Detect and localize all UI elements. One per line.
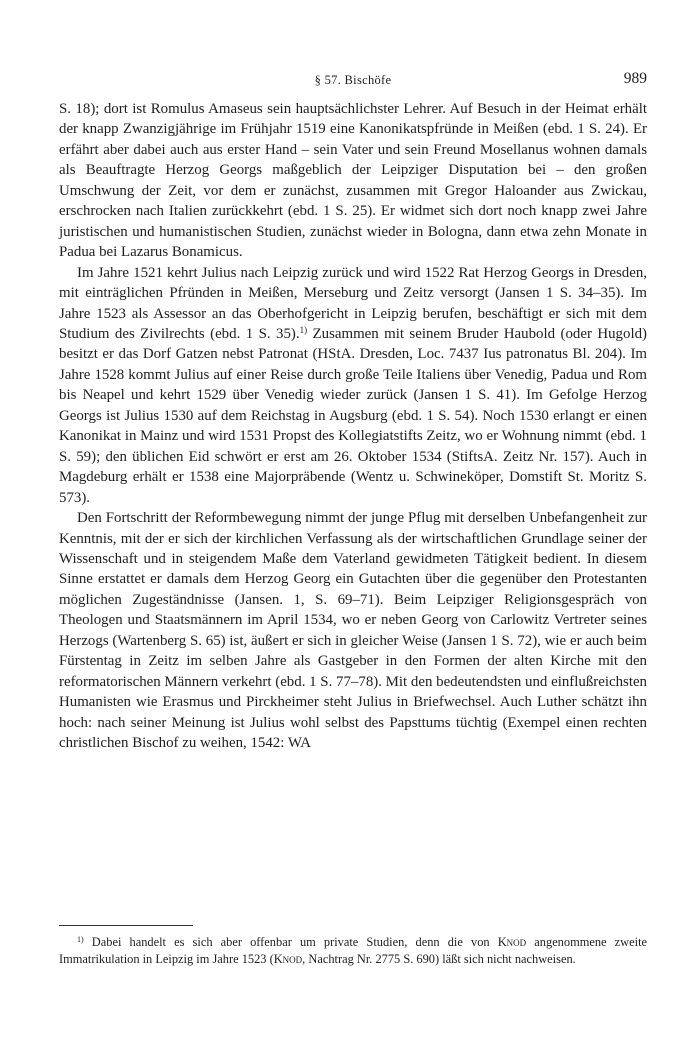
paragraph-2 — [59, 263, 647, 508]
footnote-mark: 1) — [77, 935, 84, 944]
paragraph-2-part-2: Zusammen mit seinem Bruder Haubold (oder Hugold) besitzt er das Dorf Gatzen nebst Patronat (HStA. Dresden, Loc. 7437 Ius patronatus Bl. 204). Im Jahre 1528 kommt Julius auf einer Reise durch große Teile Italiens über Venedig, Padua und Rom bis Neapel und kehrt 1529 über Venedig wieder zurück (Jansen 1 S. 41). Im Gefolge Herzog Georgs ist Julius 1530 auf dem Reichstag in Augsburg (ebd. 1 S. 54). Noch 1530 erlangt er einen Kanonikat in Mainz und wird 1531 Propst des Kollegiatstifts Zeitz, wo er Wohnung nimmt (ebd. 1 S. 59); den üblichen Eid schwört er erst am 26. Oktober 1534 (StiftsA. Zeitz Nr. 157). Auch in Magdeburg erhält er 1538 eine Majorpräbende (Wentz u. Schwineköper, Domstift St. Moritz S. 573). — [59, 325, 647, 506]
footnote-text-a: Dabei handelt es sich aber offenbar um private Studien, denn die von — [83, 935, 498, 949]
paragraph-1: S. 18); dort ist Romulus Amaseus sein hauptsächlichster Lehrer. Auf Besuch in der Heimat erhält der knapp Zwanzigjährige im Frühjahr 1519 eine Kanonikatspfründe in Meißen (ebd. 1 S. 24). Er erfährt aber dabei auch aus erster Hand – sein Vater und sein Freund Mosellanus wohnen damals als Beauftragte Herzog Georgs maßgeblich der Leipziger Disputation bei – den großen Umschwung der Zeit, vor dem er zunächst, zusammen mit Gregor Haloander aus Zwickau, erschrocken nach Italien zurückkehrt (ebd. 1 S. 25). Er widmet sich dort noch knapp zwei Jahre juristischen und humanistischen Studien, zunächst wieder in Bologna, dann etwa zehn Monate in Padua bei Lazarus Bonamicus. — [59, 101, 647, 261]
footnote-text-c: , Nachtrag Nr. 2775 S. 690) läßt sich nicht nachweisen. — [302, 951, 576, 966]
footnote-author-knod: Knod — [497, 935, 527, 949]
footnote-author-knod-2: Knod — [273, 951, 303, 966]
body-text — [59, 99, 647, 754]
footnote — [59, 934, 647, 968]
running-head — [59, 70, 647, 92]
running-title: § 57. Bischöfe — [314, 73, 392, 87]
paragraph-2-part-1: Im Jahre 1521 kehrt Julius nach Leipzig zurück und wird 1522 Rat Herzog Georgs in Dresden, mit einträglichen Pfründen in Meißen, Merseburg und Zeitz versorgt (Jansen 1 S. 34–35). Im Jahre 1523 als Assessor an das Oberhofgericht in Leipzig berufen, beschäftigt er sich mit dem Studium des Zivilrechts (ebd. 1 S. 35). — [59, 264, 647, 342]
paragraph-3: Den Fortschritt der Reformbewegung nimmt der junge Pflug mit derselben Unbefangenheit zur Kenntnis, mit der er sich der kirchlichen Verfassung als der wirtschaftlichen Grundlage seiner der Wissenschaft und in steigendem Maße dem Vaterland gewidmeten Tätigkeit bedient. In diesem Sinne erstattet er damals dem Herzog Georg ein Gutachten über die gegenüber den Protestanten möglichen Zugeständnisse (Jansen. 1, S. 69–71). Beim Leipziger Religionsgespräch von Theologen und Staatsmännern im April 1534, wo er neben Georg von Carlowitz Vertreter seines Herzogs (Wartenberg S. 65) ist, äußert er sich in gleicher Weise (Jansen 1 S. 72), wie er auch beim Fürstentag in Zeitz im selben Jahre als Gastgeber in den Formen der alten Kirche mit den reformatorischen Männern verkehrt (ebd. 1 S. 77–78). Mit den bedeutendsten und einflußreichsten Humanisten wie Erasmus und Pirckheimer steht Julius in Briefwechsel. Auch Luther schätzt ihn hoch: nach seiner Meinung ist Julius wohl selbst des Papsttums tüchtig (Exempel einen rechten christlichen Bischof zu weihen, 1542: WA — [59, 510, 648, 752]
page-number: 989 — [623, 70, 647, 87]
footnote-text-b: angenommene zweite Immatrikulation in Leipzig im Jahre 1523 ( — [59, 935, 648, 966]
footnote-rule — [59, 925, 193, 926]
footnote-reference[interactable]: 1) — [299, 324, 308, 335]
